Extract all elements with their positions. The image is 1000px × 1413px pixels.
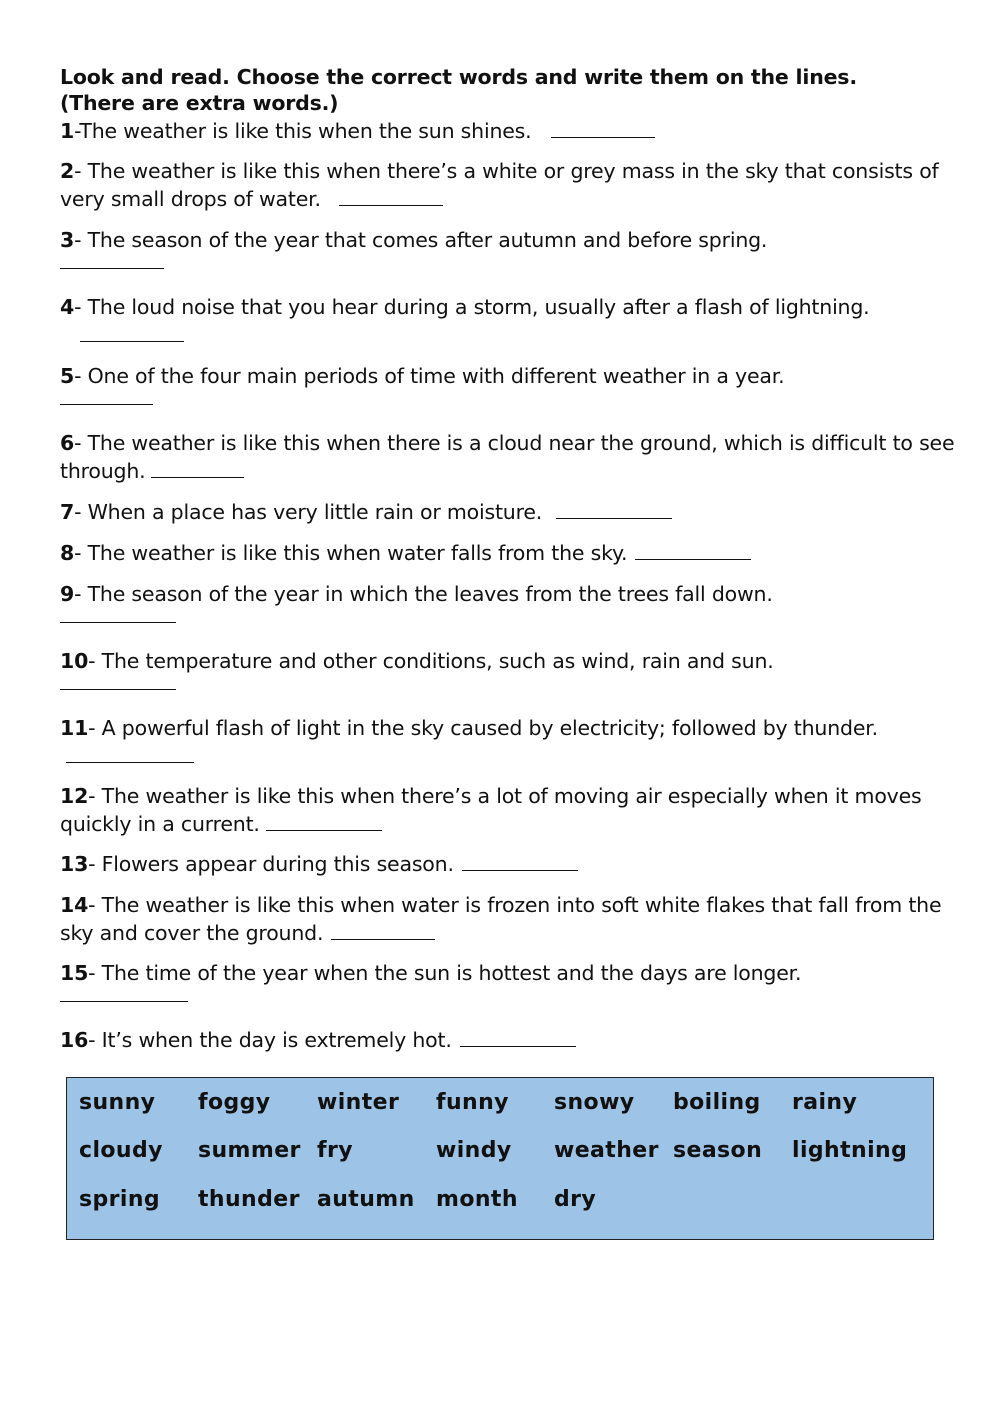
answer-blank-4[interactable]: [80, 323, 184, 342]
question-11: 11- A powerful flash of light in the sky caused by electricity; followed by thunder.: [60, 714, 960, 770]
worksheet: [60, 62, 960, 1054]
instructions-line-2: (There are extra words.): [60, 91, 339, 115]
answer-blank-11[interactable]: [66, 744, 194, 763]
question-12: 12- The weather is like this when there’s a lot of moving air especially when it moves quickly in a current.: [60, 784, 922, 836]
answer-blank-6[interactable]: [151, 459, 244, 478]
question-2: 2- The weather is like this when there’s a white or grey mass in the sky that consists of very small drops of water.: [60, 159, 939, 211]
answer-blank-5[interactable]: [60, 390, 153, 405]
word-bank-item: month: [436, 1187, 518, 1212]
instructions-line-1: Look and read. Choose the correct words and write them on the lines.: [60, 65, 857, 89]
question-16: 16- It’s when the day is extremely hot.: [60, 1026, 960, 1054]
question-10: 10- The temperature and other conditions, such as wind, rain and sun.: [60, 647, 960, 690]
word-bank-item: funny: [436, 1090, 509, 1115]
answer-blank-16[interactable]: [460, 1028, 576, 1047]
question-4: 4- The loud noise that you hear during a storm, usually after a flash of lightning.: [60, 293, 960, 349]
question-1: 1-The weather is like this when the sun shines.: [60, 117, 960, 145]
word-bank-item: dry: [554, 1187, 597, 1212]
word-bank-item: boiling: [673, 1090, 761, 1115]
answer-blank-8[interactable]: [635, 541, 751, 560]
answer-blank-2[interactable]: [339, 187, 443, 206]
word-bank-item: fry: [317, 1138, 353, 1163]
word-bank-item: rainy: [792, 1090, 858, 1115]
question-9: 9- The season of the year in which the leaves from the trees fall down.: [60, 580, 960, 623]
question-8: 8- The weather is like this when water falls from the sky.: [60, 539, 960, 567]
question-3: 3- The season of the year that comes after autumn and before spring.: [60, 226, 960, 269]
question-6: 6- The weather is like this when there is a cloud near the ground, which is difficult to see through.: [60, 431, 955, 483]
word-bank-item: weather: [554, 1138, 659, 1163]
answer-blank-1[interactable]: [551, 119, 655, 138]
word-bank-item: autumn: [317, 1187, 415, 1212]
answer-blank-3[interactable]: [60, 254, 164, 269]
question-15: 15- The time of the year when the sun is hottest and the days are longer.: [60, 959, 960, 1002]
word-bank-item: winter: [317, 1090, 400, 1115]
word-bank-item: cloudy: [79, 1138, 163, 1163]
word-bank-item: lightning: [792, 1138, 908, 1163]
answer-blank-13[interactable]: [462, 852, 578, 871]
word-bank-item: foggy: [198, 1090, 271, 1115]
answer-blank-9[interactable]: [60, 608, 176, 623]
answer-blank-12[interactable]: [266, 812, 382, 831]
answer-blank-10[interactable]: [60, 675, 176, 690]
answer-blank-14[interactable]: [331, 921, 435, 940]
word-bank: [66, 1077, 934, 1240]
word-bank-item: thunder: [198, 1187, 300, 1212]
word-bank-item: spring: [79, 1187, 161, 1212]
answer-blank-7[interactable]: [556, 500, 672, 519]
question-7: 7- When a place has very little rain or moisture.: [60, 498, 960, 526]
word-bank-item: sunny: [79, 1090, 156, 1115]
answer-blank-15[interactable]: [60, 987, 188, 1002]
question-13: 13- Flowers appear during this season.: [60, 850, 960, 878]
word-bank-item: windy: [436, 1138, 512, 1163]
word-bank-item: summer: [198, 1138, 301, 1163]
question-5: 5- One of the four main periods of time with different weather in a year.: [60, 362, 960, 405]
word-bank-item: season: [673, 1138, 763, 1163]
question-14: 14- The weather is like this when water is frozen into soft white flakes that fall from the sky and cover the ground.: [60, 893, 942, 945]
word-bank-item: snowy: [554, 1090, 635, 1115]
